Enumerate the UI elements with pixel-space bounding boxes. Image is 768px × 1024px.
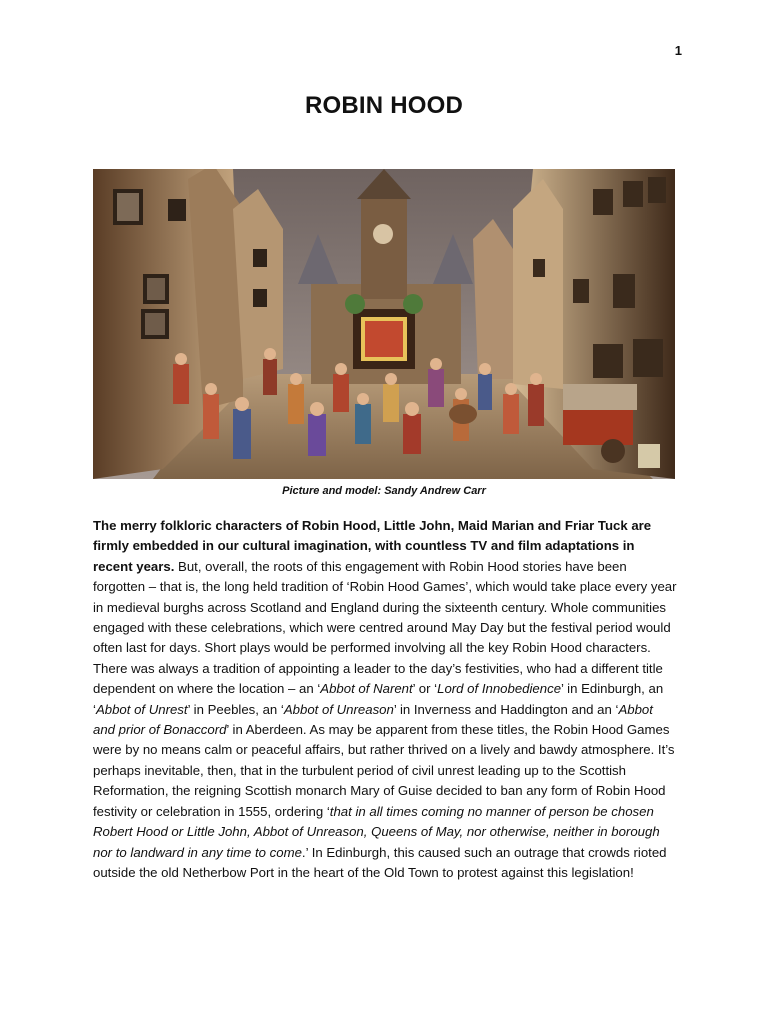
title-term: Abbot of Unrest [95, 701, 188, 717]
page-title: ROBIN HOOD [305, 92, 463, 119]
body-text: ’ in Inverness and Haddington and an ‘ [393, 701, 619, 717]
body-text: But, overall, the roots of this engagement with Robin Hood stories have been forgotten – that is, the long held tradition of ‘Robin Hood Games’, which would take place every year in medieval burghs across Scotland and England during the sixteenth century. Whole communities engaged with these celebrations, which were centred around May Day but the festival period would often last for days. Short plays would be performed involving all the key Robin Hood characters. There was always a tradition of appointing a leader to the day’s festivities, who had a different title dependent on where the location – an ‘ [93, 558, 677, 697]
body-text: ’ in Aberdeen. As may be apparent from these titles, the Robin Hood Games were by no means calm or peaceful affairs, but rather thrived on a lively and bawdy atmosphere. It’s perhaps inevitable, then, that in the turbulent period of civil unrest leading up to the Scottish Reformation, the reigning Scottish monarch Mary of Guise decided to ban any form of Robin Hood festivity or celebration in 1555, ordering ‘ [93, 722, 675, 819]
body-text: .’ In Edinburgh, this caused such an outrage that crowds rioted outside the old Netherbow Port in the heart of the Old Town to protest against this legislation! [93, 844, 667, 880]
page-number: 1 [674, 43, 682, 58]
diorama-photo [93, 169, 675, 479]
figure-caption: Picture and model: Sandy Andrew Carr [282, 485, 486, 497]
title-term: Abbot of Narent [320, 681, 413, 697]
lead-sentence: The merry folkloric characters of Robin Hood, Little John, Maid Marian and Friar Tuck are firmly embedded in our cultural imagination, with countless TV and film adaptations in recent years. [93, 518, 652, 574]
title-term: Abbot of Unreason [283, 701, 394, 717]
article-body [93, 516, 677, 883]
diorama-photo-icon [93, 169, 675, 479]
title-term: Abbot and prior of Bonaccord [93, 701, 653, 738]
decree-quote: that in all times coming no manner of person be chosen Robert Hood or Little John, Abbot of Unreason, Queens of May, nor otherwise, neither in borough nor to landward in any time to come [93, 803, 660, 860]
body-text: ’ in Peebles, an ‘ [187, 701, 284, 717]
body-text: ’ in Edinburgh, an ‘ [93, 681, 664, 717]
body-text: ’ or ‘ [412, 681, 438, 697]
title-term: Lord of Innobedience [437, 681, 562, 697]
